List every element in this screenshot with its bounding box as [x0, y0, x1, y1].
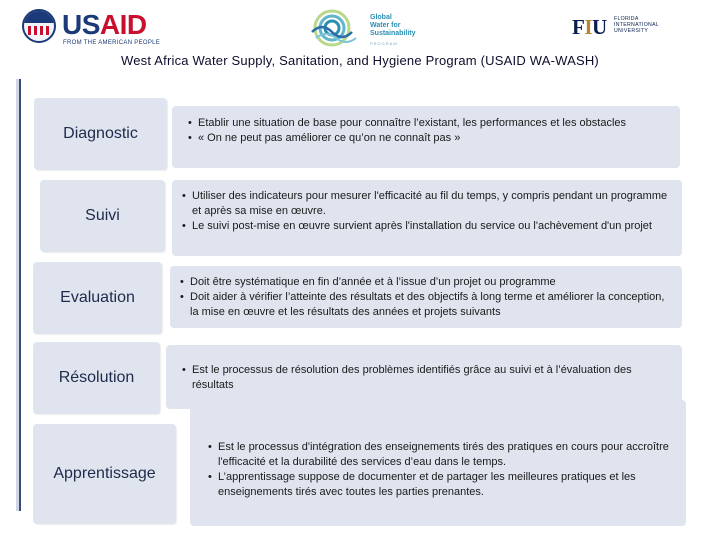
bullet-item: • Doit aider à vérifier l’atteinte des résultats et des objectifs à long terme et améliorer la conception, la mise en œuvre et les résultats des années et projets suivants — [180, 290, 674, 320]
term-label: Apprentissage — [53, 465, 156, 482]
fiu-name — [614, 16, 659, 35]
bullet-item: • Doit être systématique en fin d’année et à l’issue d’un projet ou programme — [180, 275, 674, 290]
fiu-logo — [572, 15, 712, 41]
term-resolution — [33, 342, 160, 414]
gwfs-sub: PROGRAM — [370, 41, 398, 46]
fiu-mark — [572, 15, 607, 40]
bullet-item: • Est le processus d'intégration des enseignements tirés des pratiques en cours pour accroître l'efficacité et la durabilité des services d’eau dans le temps. — [208, 440, 676, 470]
usaid-tagline: FROM THE AMERICAN PEOPLE — [63, 40, 161, 46]
gwfs-name — [370, 14, 416, 38]
usaid-wordmark-aid: AID — [99, 9, 147, 40]
term-label: Evaluation — [60, 289, 135, 306]
gwfs-logo — [308, 8, 438, 50]
term-label: Résolution — [58, 369, 135, 386]
side-rule-accent — [19, 79, 21, 511]
fiu-mark-u: U — [592, 15, 607, 39]
desc-evaluation — [170, 266, 682, 328]
usaid-wordmark — [62, 11, 147, 39]
desc-suivi — [172, 180, 682, 256]
bullet-item: • Utiliser des indicateurs pour mesurer l'efficacité au fil du temps, y compris pendant un programme et après sa mise en œuvre. — [182, 189, 674, 219]
term-apprentissage — [33, 424, 176, 524]
fiu-mark-i: I — [584, 15, 593, 39]
bullet-item: • L’apprentissage suppose de documenter et de partager les meilleures pratiques et les enseignements tirés avec toutes les parties prenantes. — [208, 470, 676, 500]
gwfs-line: Global — [370, 14, 392, 21]
term-evaluation — [33, 262, 162, 334]
logo-bar — [0, 0, 720, 50]
fiu-name-line: FLORIDA — [614, 16, 639, 22]
usaid-logo — [22, 9, 182, 47]
gwfs-line: Sustainability — [370, 30, 416, 37]
term-label: Diagnostic — [63, 125, 138, 142]
term-suivi — [40, 180, 165, 252]
desc-apprentissage — [190, 400, 686, 526]
usaid-seal-icon — [22, 9, 56, 43]
bullet-item: • Le suivi post-mise en œuvre survient après l'installation du service ou l'achèvement d'un projet — [182, 219, 674, 234]
fiu-mark-f: F — [572, 15, 585, 39]
water-wave-icon — [308, 8, 366, 48]
bullet-item: • « On ne peut pas améliorer ce qu’on ne connaît pas » — [188, 131, 670, 146]
bullet-item: • Est le processus de résolution des problèmes identifiés grâce au suivi et à l’évaluation des résultats — [182, 363, 674, 393]
fiu-name-line: INTERNATIONAL — [614, 22, 660, 29]
term-label: Suivi — [85, 207, 120, 224]
desc-diagnostic — [172, 106, 680, 168]
bullet-item: • Etablir une situation de base pour connaître l’existant, les performances et les obstacles — [188, 116, 670, 131]
gwfs-line: Water for — [370, 22, 401, 29]
fiu-name-line: UNIVERSITY — [614, 28, 649, 35]
usaid-wordmark-us: US — [62, 9, 100, 40]
page-title: West Africa Water Supply, Sanitation, and Hygiene Program (USAID WA-WASH) — [121, 53, 599, 68]
term-diagnostic — [34, 98, 167, 170]
